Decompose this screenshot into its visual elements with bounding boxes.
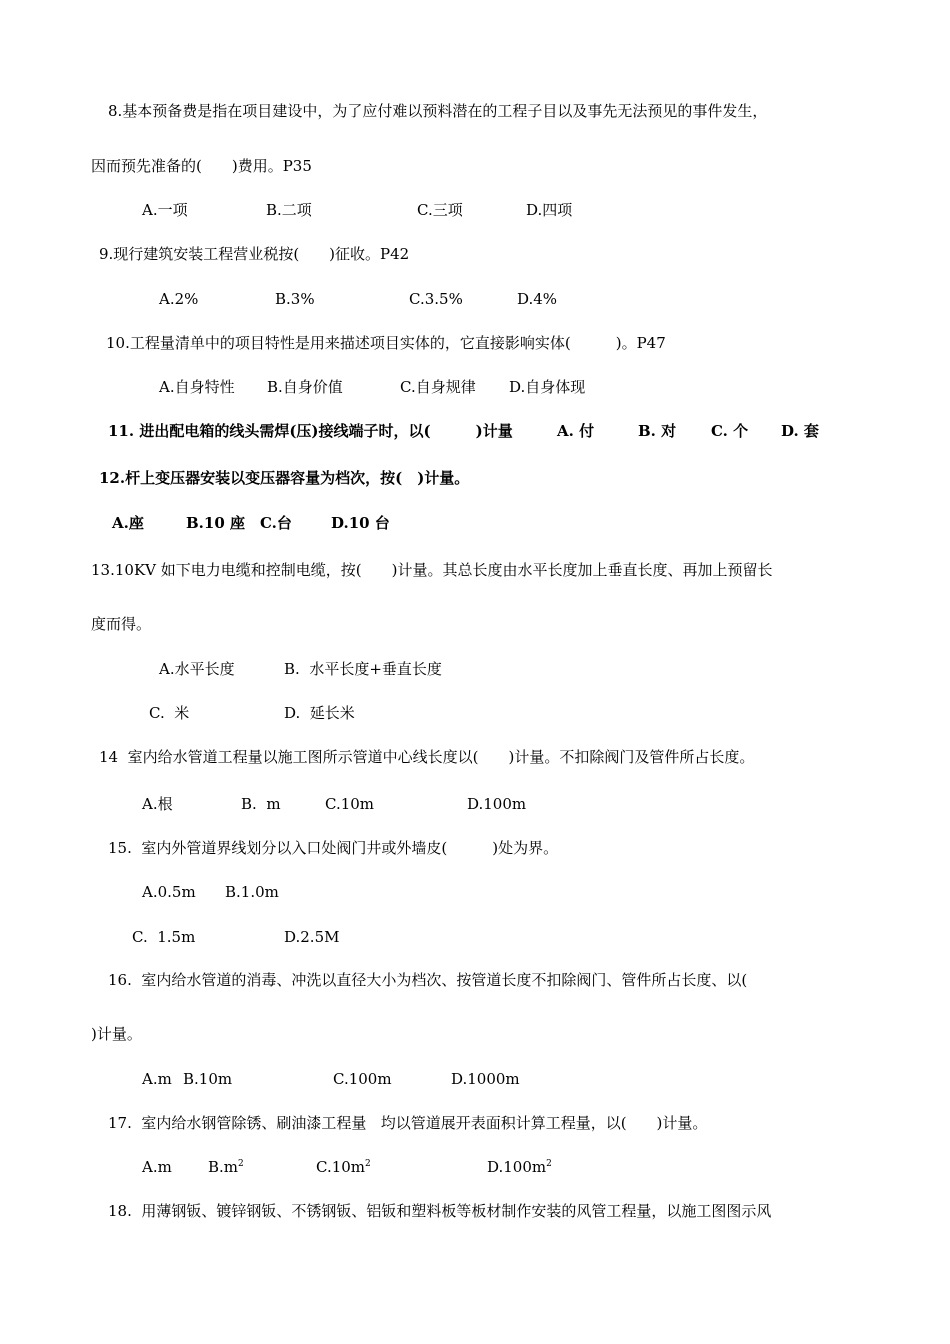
q17-option-a: A.m xyxy=(142,1158,172,1176)
q17-option-c-text: C.10m xyxy=(316,1158,366,1176)
q17-option-d-text: D.100m xyxy=(487,1158,547,1176)
q9-option-a: A.2% xyxy=(159,290,199,308)
q13-line1: 13.10KV 如下电力电缆和控制电缆，按( )计量。其总长度由水平长度加上垂直长度、再加上预留长 xyxy=(91,561,773,579)
q17-option-c-exponent: 2 xyxy=(365,1159,371,1169)
q13-option-d: D. 延长米 xyxy=(284,704,355,722)
q8-line2: 因而预先准备的( )费用。P35 xyxy=(91,157,312,175)
q14-stem: 14 室内给水管道工程量以施工图所示管道中心线长度以( )计量。不扣除阀门及管件所占长度。 xyxy=(99,748,755,766)
q13-option-c: C. 米 xyxy=(149,704,190,722)
q16-line1: 16. 室内给水管道的消毒、冲洗以直径大小为档次、按管道长度不扣除阀门、管件所占长度、以( xyxy=(108,971,748,989)
q17-option-b-exponent: 2 xyxy=(238,1159,244,1169)
q13-option-a: A.水平长度 xyxy=(159,660,235,678)
q16-option-c: C.100m xyxy=(333,1070,392,1088)
q16-line2: )计量。 xyxy=(91,1025,142,1043)
q17-option-c xyxy=(316,1157,371,1177)
q12-option-b: B.10 座 xyxy=(186,514,245,532)
q17-option-d-exponent: 2 xyxy=(546,1159,552,1169)
q11-stem: 11. 进出配电箱的线头需焊(压)接线端子时，以( )计量 xyxy=(108,422,513,440)
q17-option-d xyxy=(487,1157,552,1177)
q15-stem: 15. 室内外管道界线划分以入口处阀门井或外墙皮( )处为界。 xyxy=(108,839,559,857)
q8-option-a: A.一项 xyxy=(142,201,188,219)
q11-option-b: B. 对 xyxy=(638,422,677,440)
q12-option-a: A.座 xyxy=(112,514,144,532)
q10-option-b: B.自身价值 xyxy=(267,378,343,396)
q8-line1: 8.基本预备费是指在项目建设中，为了应付难以预料潜在的工程子目以及事先无法预见的事件发生， xyxy=(108,102,768,120)
q12-stem: 12.杆上变压器安装以变压器容量为档次，按( )计量。 xyxy=(99,469,470,487)
q15-option-c: C. 1.5m xyxy=(132,928,196,946)
q8-option-d: D.四项 xyxy=(526,201,573,219)
q14-option-c: C.10m xyxy=(325,795,375,813)
q13-line2: 度而得。 xyxy=(91,615,152,633)
q11-option-c: C. 个 xyxy=(711,422,749,440)
q12-option-d: D.10 台 xyxy=(331,514,390,532)
q17-option-b xyxy=(208,1157,244,1177)
q8-option-c: C.三项 xyxy=(417,201,463,219)
q16-option-b: B.10m xyxy=(183,1070,233,1088)
q9-option-c: C.3.5% xyxy=(409,290,463,308)
q10-option-a: A.自身特性 xyxy=(159,378,235,396)
q15-option-d: D.2.5M xyxy=(284,928,340,946)
q15-option-a: A.0.5m xyxy=(142,883,196,901)
q14-option-b: B. m xyxy=(241,795,281,813)
q10-stem: 10.工程量清单中的项目特性是用来描述项目实体的，它直接影响实体( )。P47 xyxy=(106,334,666,352)
q10-option-c: C.自身规律 xyxy=(400,378,476,396)
q15-option-b: B.1.0m xyxy=(225,883,279,901)
q11-option-a: A. 付 xyxy=(557,422,595,440)
q17-stem: 17. 室内给水钢管除锈、刷油漆工程量 均以管道展开表面积计算工程量，以( )计量。 xyxy=(108,1114,708,1132)
q16-option-a: A.m xyxy=(142,1070,172,1088)
q18-line1: 18. 用薄钢钣、镀锌钢钣、不锈钢钣、铝钣和塑料板等板材制作安装的风管工程量，以施工图图示风 xyxy=(108,1202,772,1220)
q8-option-b: B.二项 xyxy=(266,201,312,219)
q14-option-d: D.100m xyxy=(467,795,527,813)
q13-option-b: B. 水平长度+垂直长度 xyxy=(284,660,442,678)
q9-option-b: B.3% xyxy=(275,290,315,308)
q10-option-d: D.自身体现 xyxy=(509,378,586,396)
q16-option-d: D.1000m xyxy=(451,1070,520,1088)
q17-option-b-text: B.m xyxy=(208,1158,239,1176)
q14-option-a: A.根 xyxy=(142,795,173,813)
q12-option-c: C.台 xyxy=(260,514,292,532)
q11-option-d: D. 套 xyxy=(781,422,819,440)
q9-option-d: D.4% xyxy=(517,290,558,308)
q9-stem: 9.现行建筑安装工程营业税按( )征收。P42 xyxy=(99,245,410,263)
